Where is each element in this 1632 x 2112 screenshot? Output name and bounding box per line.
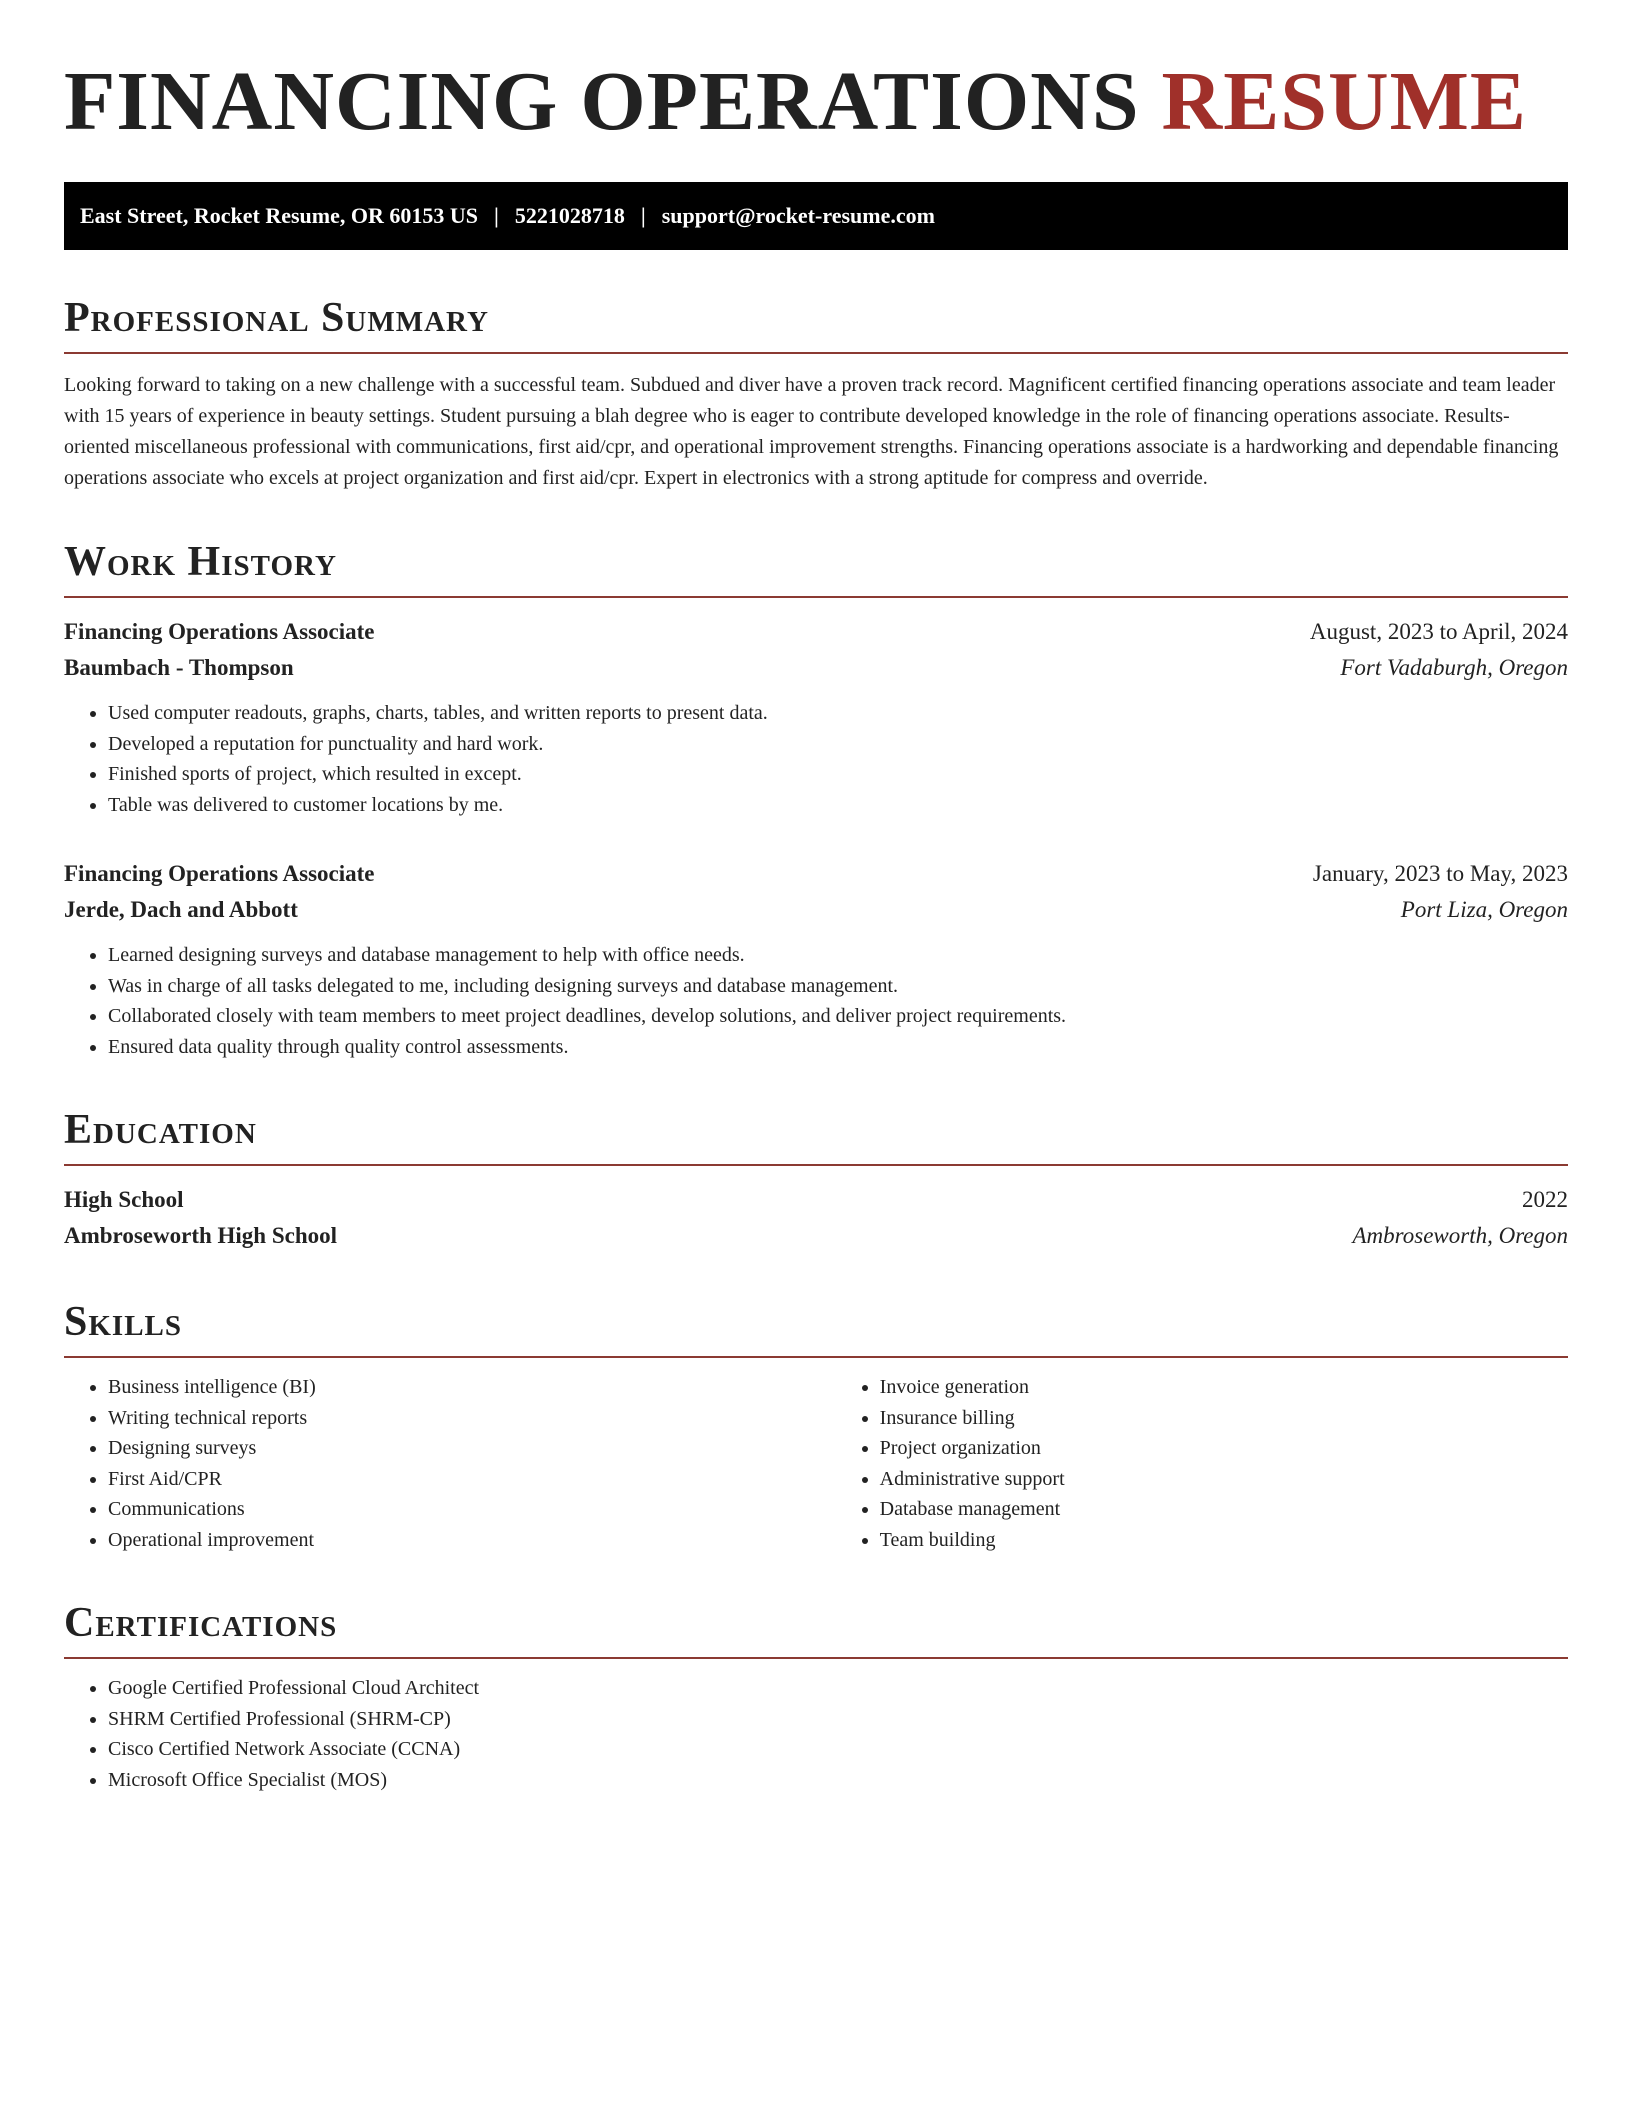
education-location: Ambroseworth, Oregon xyxy=(1352,1223,1568,1248)
job-location: Fort Vadaburgh, Oregon xyxy=(1340,655,1568,680)
job-bullets xyxy=(64,940,1568,1062)
certification-item: • Cisco Certified Network Associate (CCNA) xyxy=(108,1734,1568,1765)
job-entry xyxy=(64,614,1568,820)
summary-text: Looking forward to taking on a new challenge with a successful team. Subdued and diver have a proven track record. Magnificent certified financing operations associate and team leader with 15 years of experience in beauty settings. Student pursuing a blah degree who is eager to contribute developed knowledge in the role of financing operations associate. Results-oriented miscellaneous professional with communications, first aid/cpr, and operational improvement strengths. Financing operations associate is a hardworking and dependable financing operations associate who excels at project organization and first aid/cpr. Expert in electronics with a strong aptitude for compress and override. xyxy=(64,374,1559,489)
skills-heading: Skills xyxy=(64,1298,1568,1358)
title-main: FINANCING OPERATIONS xyxy=(64,55,1140,148)
job-bullet: • Collaborated closely with team members to meet project deadlines, develop solutions, and deliver project requirements. xyxy=(108,1001,1568,1032)
skill-item: • Business intelligence (BI) xyxy=(108,1372,836,1403)
job-bullet: • Used computer readouts, graphs, charts, tables, and written reports to present data. xyxy=(108,698,1568,729)
education-entry xyxy=(64,1182,1568,1254)
skill-item: • Writing technical reports xyxy=(108,1403,836,1434)
contact-bar xyxy=(64,182,1568,250)
skill-item: • Designing surveys xyxy=(108,1433,836,1464)
skill-item: • Operational improvement xyxy=(108,1525,836,1556)
job-bullet: • Was in charge of all tasks delegated to me, including designing surveys and database management. xyxy=(108,971,1568,1002)
summary-heading: Professional Summary xyxy=(64,294,1568,354)
education-school-row xyxy=(64,1218,1568,1254)
contact-email: support@rocket-resume.com xyxy=(661,203,935,228)
job-company: Baumbach - Thompson xyxy=(64,655,294,680)
certifications-list xyxy=(64,1673,1568,1795)
certification-item: • SHRM Certified Professional (SHRM-CP) xyxy=(108,1704,1568,1735)
contact-separator: | xyxy=(494,203,499,228)
contact-address: East Street, Rocket Resume, OR 60153 US xyxy=(80,203,478,228)
job-title-row xyxy=(64,614,1568,650)
skill-item: • Project organization xyxy=(880,1433,1568,1464)
job-company-row xyxy=(64,650,1568,686)
job-company: Jerde, Dach and Abbott xyxy=(64,897,298,922)
skill-item: • Team building xyxy=(880,1525,1568,1556)
job-title-row xyxy=(64,856,1568,892)
skill-item: • Communications xyxy=(108,1494,836,1525)
title-accent: RESUME xyxy=(1161,55,1527,148)
job-title: Financing Operations Associate xyxy=(64,861,375,886)
job-entry xyxy=(64,856,1568,1062)
resume-title xyxy=(64,52,1568,152)
job-bullet: • Table was delivered to customer locations by me. xyxy=(108,790,1568,821)
education-heading: Education xyxy=(64,1106,1568,1166)
job-title: Financing Operations Associate xyxy=(64,619,375,644)
job-bullet: • Developed a reputation for punctuality and hard work. xyxy=(108,729,1568,760)
skills-left-column xyxy=(64,1372,836,1555)
job-bullet: • Learned designing surveys and database management to help with office needs. xyxy=(108,940,1568,971)
skill-item: • Administrative support xyxy=(880,1464,1568,1495)
job-bullets xyxy=(64,698,1568,820)
education-degree: High School xyxy=(64,1187,184,1212)
skill-item: • First Aid/CPR xyxy=(108,1464,836,1495)
job-company-row xyxy=(64,892,1568,928)
certifications-list-wrapper xyxy=(64,1673,1568,1795)
contact-separator: | xyxy=(640,203,646,228)
job-bullet: • Ensured data quality through quality control assessments. xyxy=(108,1032,1568,1063)
skill-item: • Database management xyxy=(880,1494,1568,1525)
job-location: Port Liza, Oregon xyxy=(1400,897,1568,922)
skills-grid xyxy=(64,1372,1568,1555)
skills-right-column xyxy=(836,1372,1568,1555)
education-school: Ambroseworth High School xyxy=(64,1223,338,1248)
education-year: 2022 xyxy=(1522,1187,1568,1212)
work-history-heading: Work History xyxy=(64,538,1568,598)
skill-item: • Insurance billing xyxy=(880,1403,1568,1434)
contact-phone: 5221028718 xyxy=(514,203,625,228)
job-dates: January, 2023 to May, 2023 xyxy=(1312,861,1568,886)
certification-item: • Microsoft Office Specialist (MOS) xyxy=(108,1765,1568,1796)
certification-item: • Google Certified Professional Cloud Architect xyxy=(108,1673,1568,1704)
job-bullet: • Finished sports of project, which resulted in except. xyxy=(108,759,1568,790)
skill-item: • Invoice generation xyxy=(880,1372,1568,1403)
education-degree-row xyxy=(64,1182,1568,1218)
certifications-heading: Certifications xyxy=(64,1599,1568,1659)
job-dates: August, 2023 to April, 2024 xyxy=(1309,619,1568,644)
